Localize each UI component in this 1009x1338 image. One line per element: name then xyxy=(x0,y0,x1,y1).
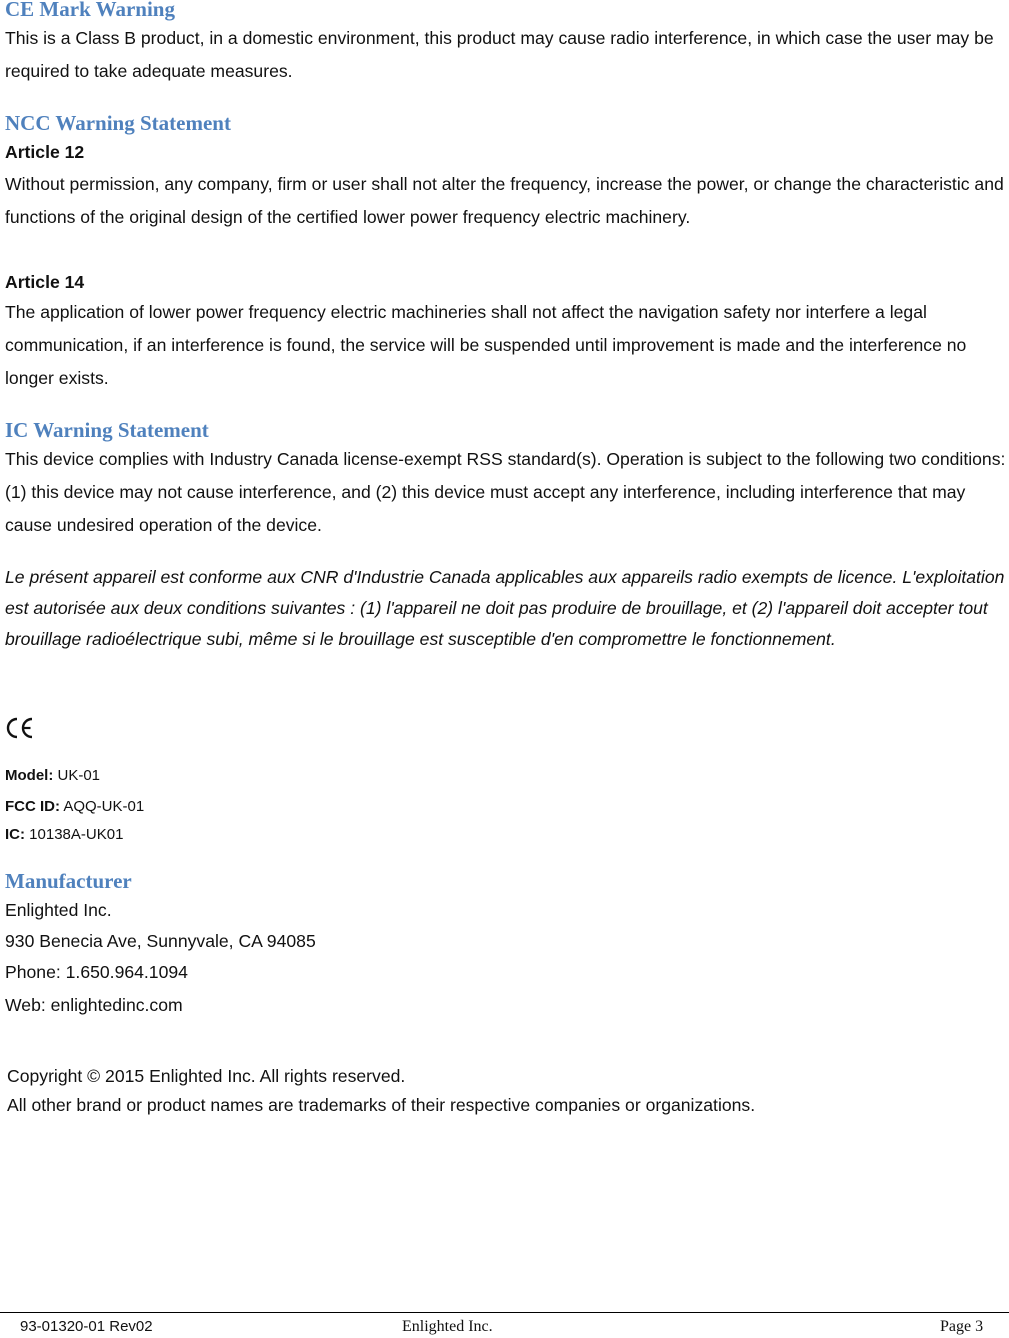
model-label: Model: xyxy=(5,767,54,784)
ic-label: IC: xyxy=(5,826,25,843)
footer-page-number: Page 3 xyxy=(940,1318,984,1335)
article-14-title: Article 14 xyxy=(5,272,85,292)
fcc-id-label: FCC ID: xyxy=(5,798,60,815)
article-12-body: Without permission, any company, firm or user shall not alter the frequency, increase the power, or change the characteristic and functions of the original design of the certified lower power frequency electric machinery. xyxy=(5,174,1004,227)
fcc-id-value: AQQ-UK-01 xyxy=(63,798,145,815)
ic-value: 10138A-UK01 xyxy=(29,826,124,843)
manufacturer-address: 930 Benecia Ave, Sunnyvale, CA 94085 xyxy=(5,931,316,951)
ce-warning-heading: CE Mark Warning xyxy=(5,0,175,21)
model-value: UK-01 xyxy=(57,767,101,784)
manufacturer-name: Enlighted Inc. xyxy=(5,900,112,920)
article-12-title: Article 12 xyxy=(5,142,85,162)
fcc-id-line xyxy=(5,797,144,817)
copyright-line: Copyright © 2015 Enlighted Inc. All rights reserved. xyxy=(7,1066,406,1086)
model-line xyxy=(5,766,100,786)
footer-doc-number: 93-01320-01 Rev02 xyxy=(20,1318,153,1335)
manufacturer-web: Web: enlightedinc.com xyxy=(5,995,183,1015)
manufacturer-heading: Manufacturer xyxy=(5,869,132,893)
footer-divider xyxy=(0,1312,1009,1313)
article-14-body: The application of lower power frequency electric machineries shall not affect the navigation safety nor interfere a legal communication, if an interference is found, the service will be suspended until improvement is made and the interference no longer exists. xyxy=(5,302,967,388)
ic-line xyxy=(5,825,123,845)
footer-company: Enlighted Inc. xyxy=(402,1318,493,1335)
ic-warning-heading: IC Warning Statement xyxy=(5,418,209,442)
ce-warning-body: This is a Class B product, in a domestic environment, this product may cause radio interference, in which case the user may be required to take adequate measures. xyxy=(5,28,994,81)
ic-warning-body-en: This device complies with Industry Canada license-exempt RSS standard(s). Operation is subject to the following two conditions: (1) this device may not cause interference, and (2) this device must accept any interference, including interference that may cause undesired operation of the device. xyxy=(5,449,1006,535)
manufacturer-phone: Phone: 1.650.964.1094 xyxy=(5,962,188,982)
ncc-warning-heading: NCC Warning Statement xyxy=(5,111,231,135)
trademark-line: All other brand or product names are trademarks of their respective companies or organizations. xyxy=(7,1095,756,1115)
ce-mark-icon xyxy=(4,716,36,740)
ic-warning-body-fr: Le présent appareil est conforme aux CNR d'Industrie Canada applicables aux appareils radio exempts de licence. L'exploitation est autorisée aux deux conditions suivantes : (1) l'appareil ne doit pas produire de brouillage, et (2) l'appareil doit accepter tout brouillage radioélectrique subi, même si le brouillage est susceptible d'en compromettre le fonctionnement. xyxy=(5,567,1005,649)
